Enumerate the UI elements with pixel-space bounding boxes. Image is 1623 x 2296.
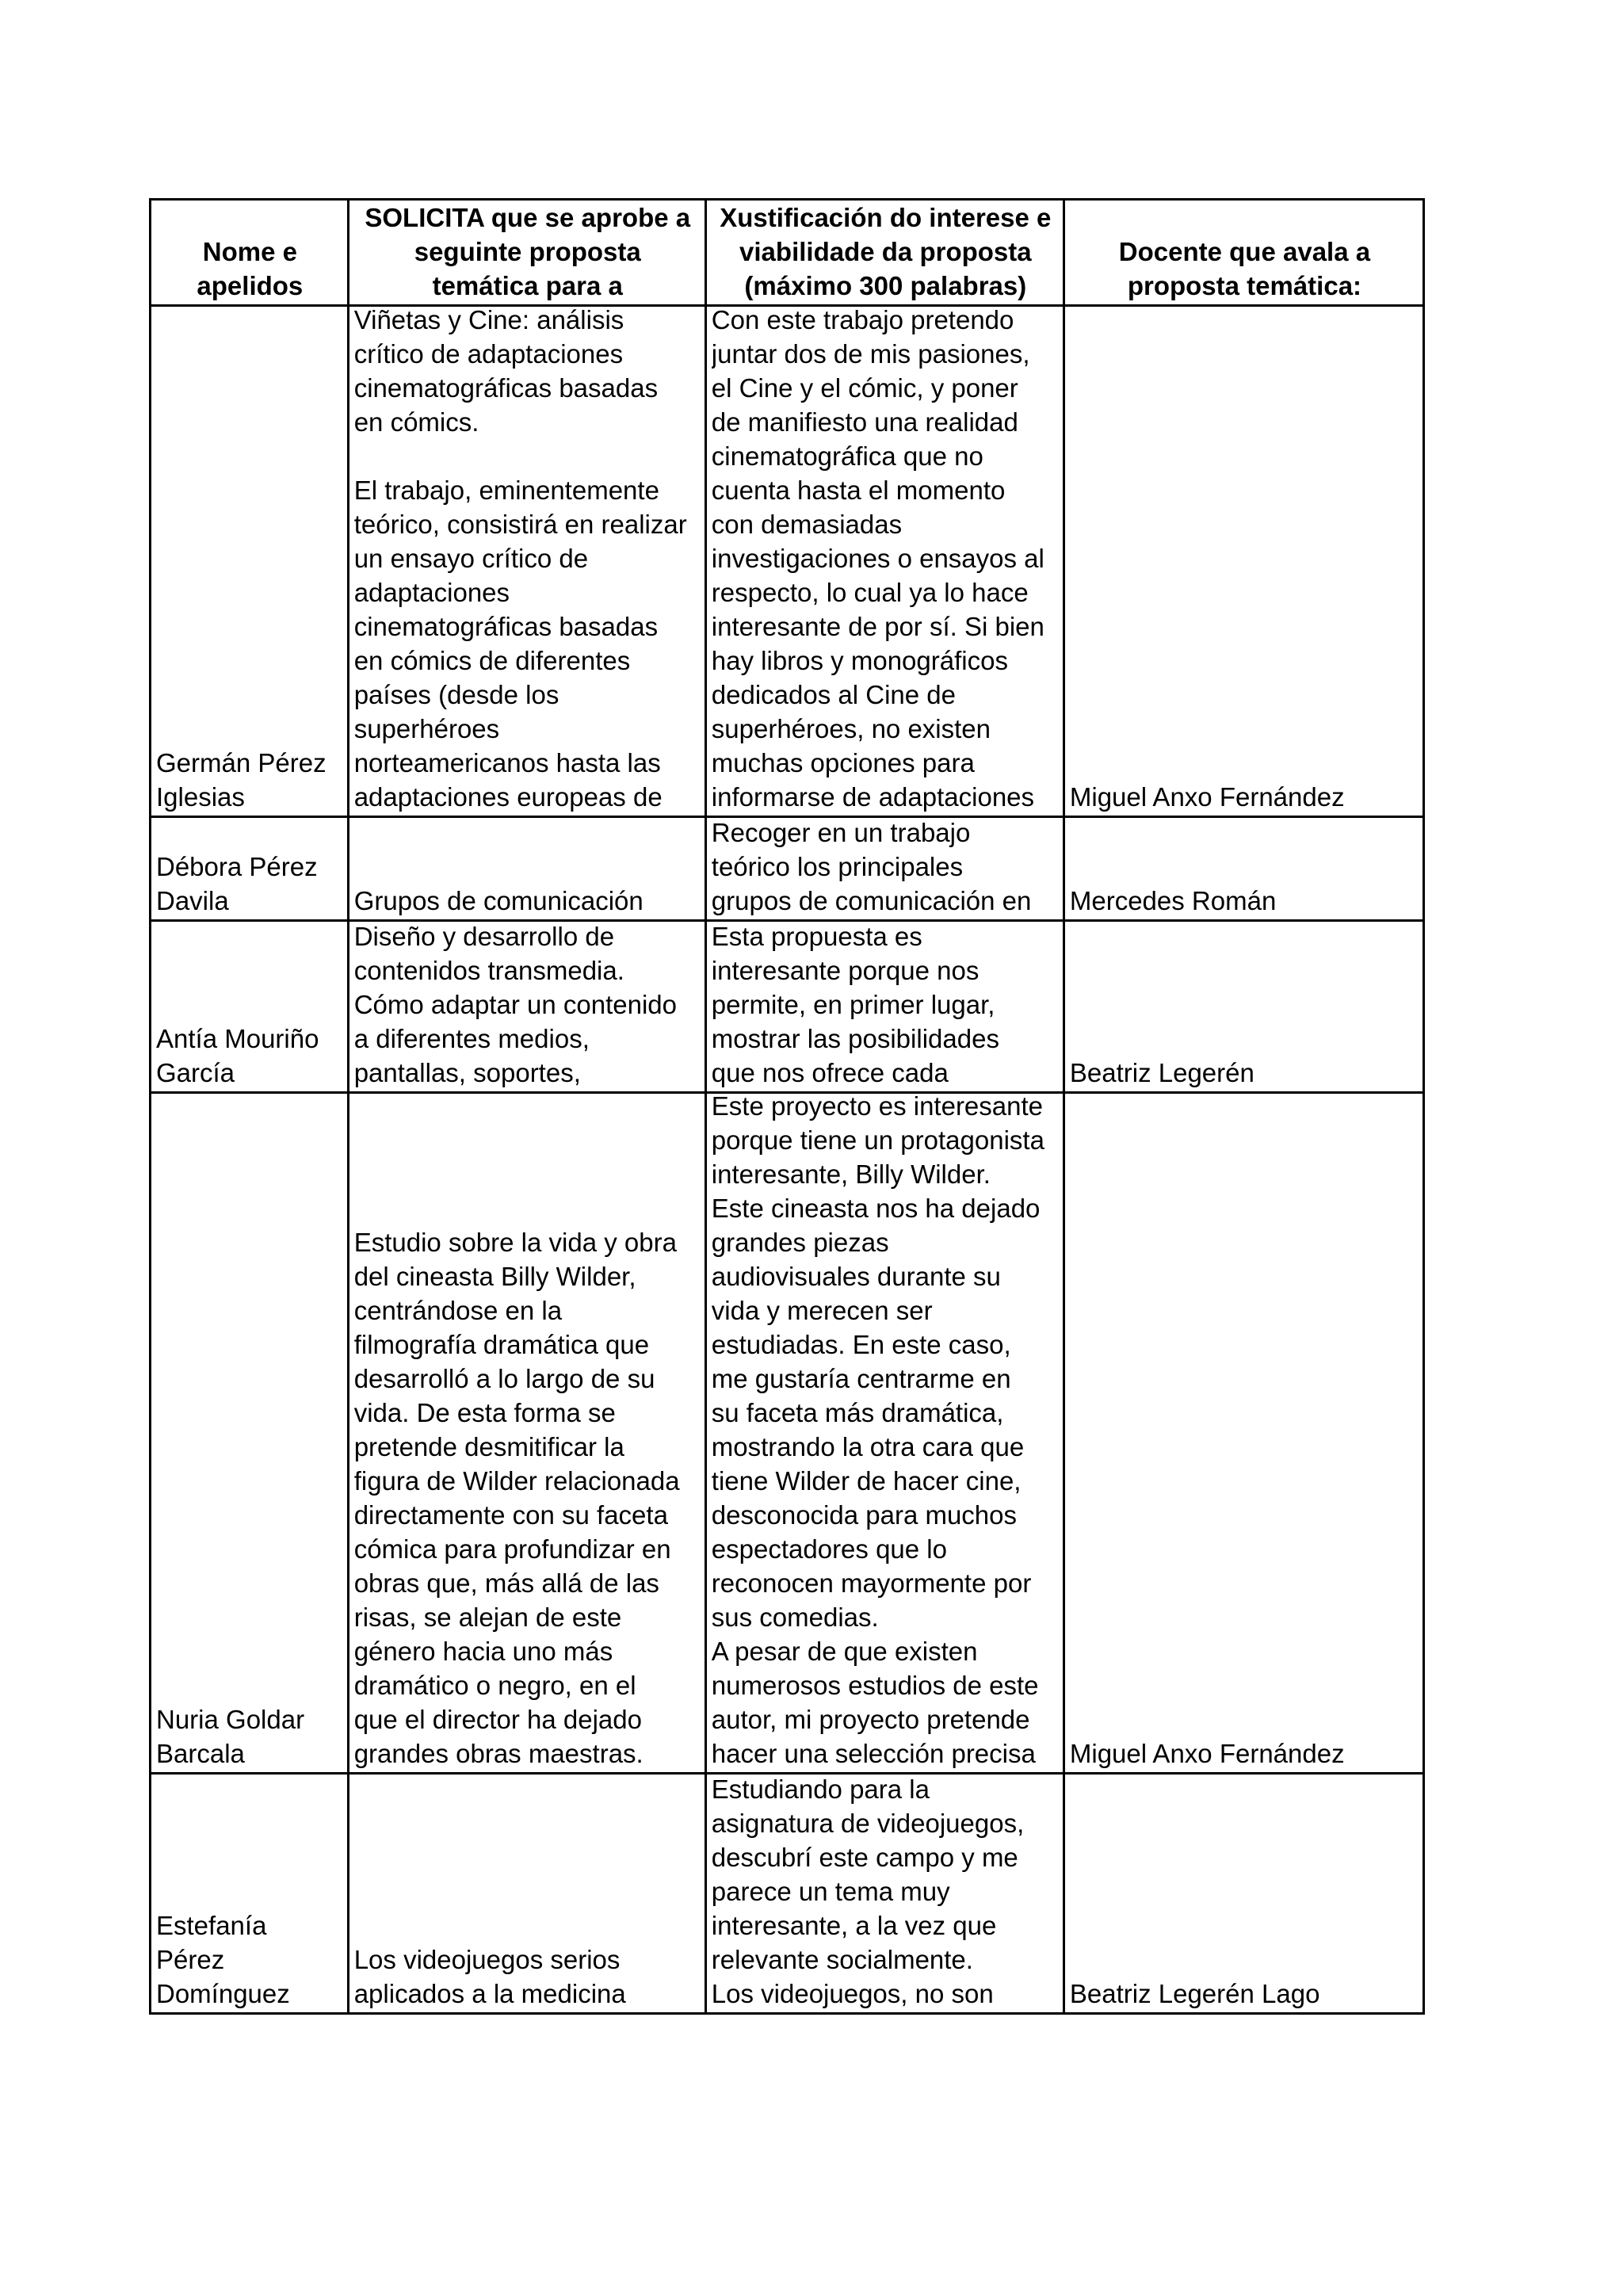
cell-name: Estefanía Pérez Domínguez	[151, 1774, 349, 2014]
proposals-table	[149, 198, 1425, 2015]
cell-justification: Con este trabajo pretendo juntar dos de mis pasiones, el Cine y el cómic, y poner de manifiesto una realidad cinematográfica que no cuenta hasta el momento con demasiadas investigaciones o ensayos al respecto, lo cual ya lo hace interesante de por sí. Si bien hay libros y monográficos dedicados al Cine de superhéroes, no existen muchas opciones para informarse de adaptaciones	[705, 306, 1064, 817]
table-row	[151, 921, 1424, 1093]
cell-teacher: Mercedes Román	[1064, 817, 1423, 921]
cell-teacher: Miguel Anxo Fernández	[1064, 306, 1423, 817]
cell-proposal: Estudio sobre la vida y obra del cineasta Billy Wilder, centrándose en la filmografía dramática que desarrolló a lo largo de su vida. De esta forma se pretende desmitificar la figura de Wilder relacionada directamente con su faceta cómica para profundizar en obras que, más allá de las risas, se alejan de este género hacia uno más dramático o negro, en el que el director ha dejado grandes obras maestras.	[348, 1093, 705, 1774]
cell-name: Antía Mouriño García	[151, 921, 349, 1093]
cell-justification: Estudiando para la asignatura de videojuegos, descubrí este campo y me parece un tema muy interesante, a la vez que relevante socialmente. Los videojuegos, no son	[705, 1774, 1064, 2014]
cell-teacher: Beatriz Legerén Lago	[1064, 1774, 1423, 2014]
cell-proposal: Grupos de comunicación	[348, 817, 705, 921]
cell-name: Débora Pérez Davila	[151, 817, 349, 921]
header-justification: Xustificación do interese e viabilidade da proposta (máximo 300 palabras)	[705, 200, 1064, 306]
header-teacher: Docente que avala a proposta temática:	[1064, 200, 1423, 306]
cell-name: Germán Pérez Iglesias	[151, 306, 349, 817]
cell-proposal: Viñetas y Cine: análisis crítico de adaptaciones cinematográficas basadas en cómics. El trabajo, eminentemente teórico, consistirá en realizar un ensayo crítico de adaptaciones cinematográficas basadas en cómics de diferentes países (desde los superhéroes norteamericanos hasta las adaptaciones europeas de	[348, 306, 705, 817]
cell-justification: Recoger en un trabajo teórico los principales grupos de comunicación en	[705, 817, 1064, 921]
cell-proposal: Diseño y desarrollo de contenidos transmedia. Cómo adaptar un contenido a diferentes medios, pantallas, soportes,	[348, 921, 705, 1093]
header-name: Nome e apelidos	[151, 200, 349, 306]
table-row	[151, 1093, 1424, 1774]
cell-justification: Esta propuesta es interesante porque nos permite, en primer lugar, mostrar las posibilidades que nos ofrece cada	[705, 921, 1064, 1093]
header-row	[151, 200, 1424, 306]
table-row	[151, 817, 1424, 921]
table-row	[151, 1774, 1424, 2014]
table-row	[151, 306, 1424, 817]
cell-justification: Este proyecto es interesante porque tiene un protagonista interesante, Billy Wilder. Este cineasta nos ha dejado grandes piezas audiovisuales durante su vida y merecen ser estudiadas. En este caso, me gustaría centrarme en su faceta más dramática, mostrando la otra cara que tiene Wilder de hacer cine, desconocida para muchos espectadores que lo reconocen mayormente por sus comedias. A pesar de que existen numerosos estudios de este autor, mi proyecto pretende hacer una selección precisa	[705, 1093, 1064, 1774]
cell-name: Nuria Goldar Barcala	[151, 1093, 349, 1774]
cell-teacher: Miguel Anxo Fernández	[1064, 1093, 1423, 1774]
cell-proposal: Los videojuegos serios aplicados a la medicina	[348, 1774, 705, 2014]
header-proposal: SOLICITA que se aprobe a seguinte proposta temática para a	[348, 200, 705, 306]
cell-teacher: Beatriz Legerén	[1064, 921, 1423, 1093]
